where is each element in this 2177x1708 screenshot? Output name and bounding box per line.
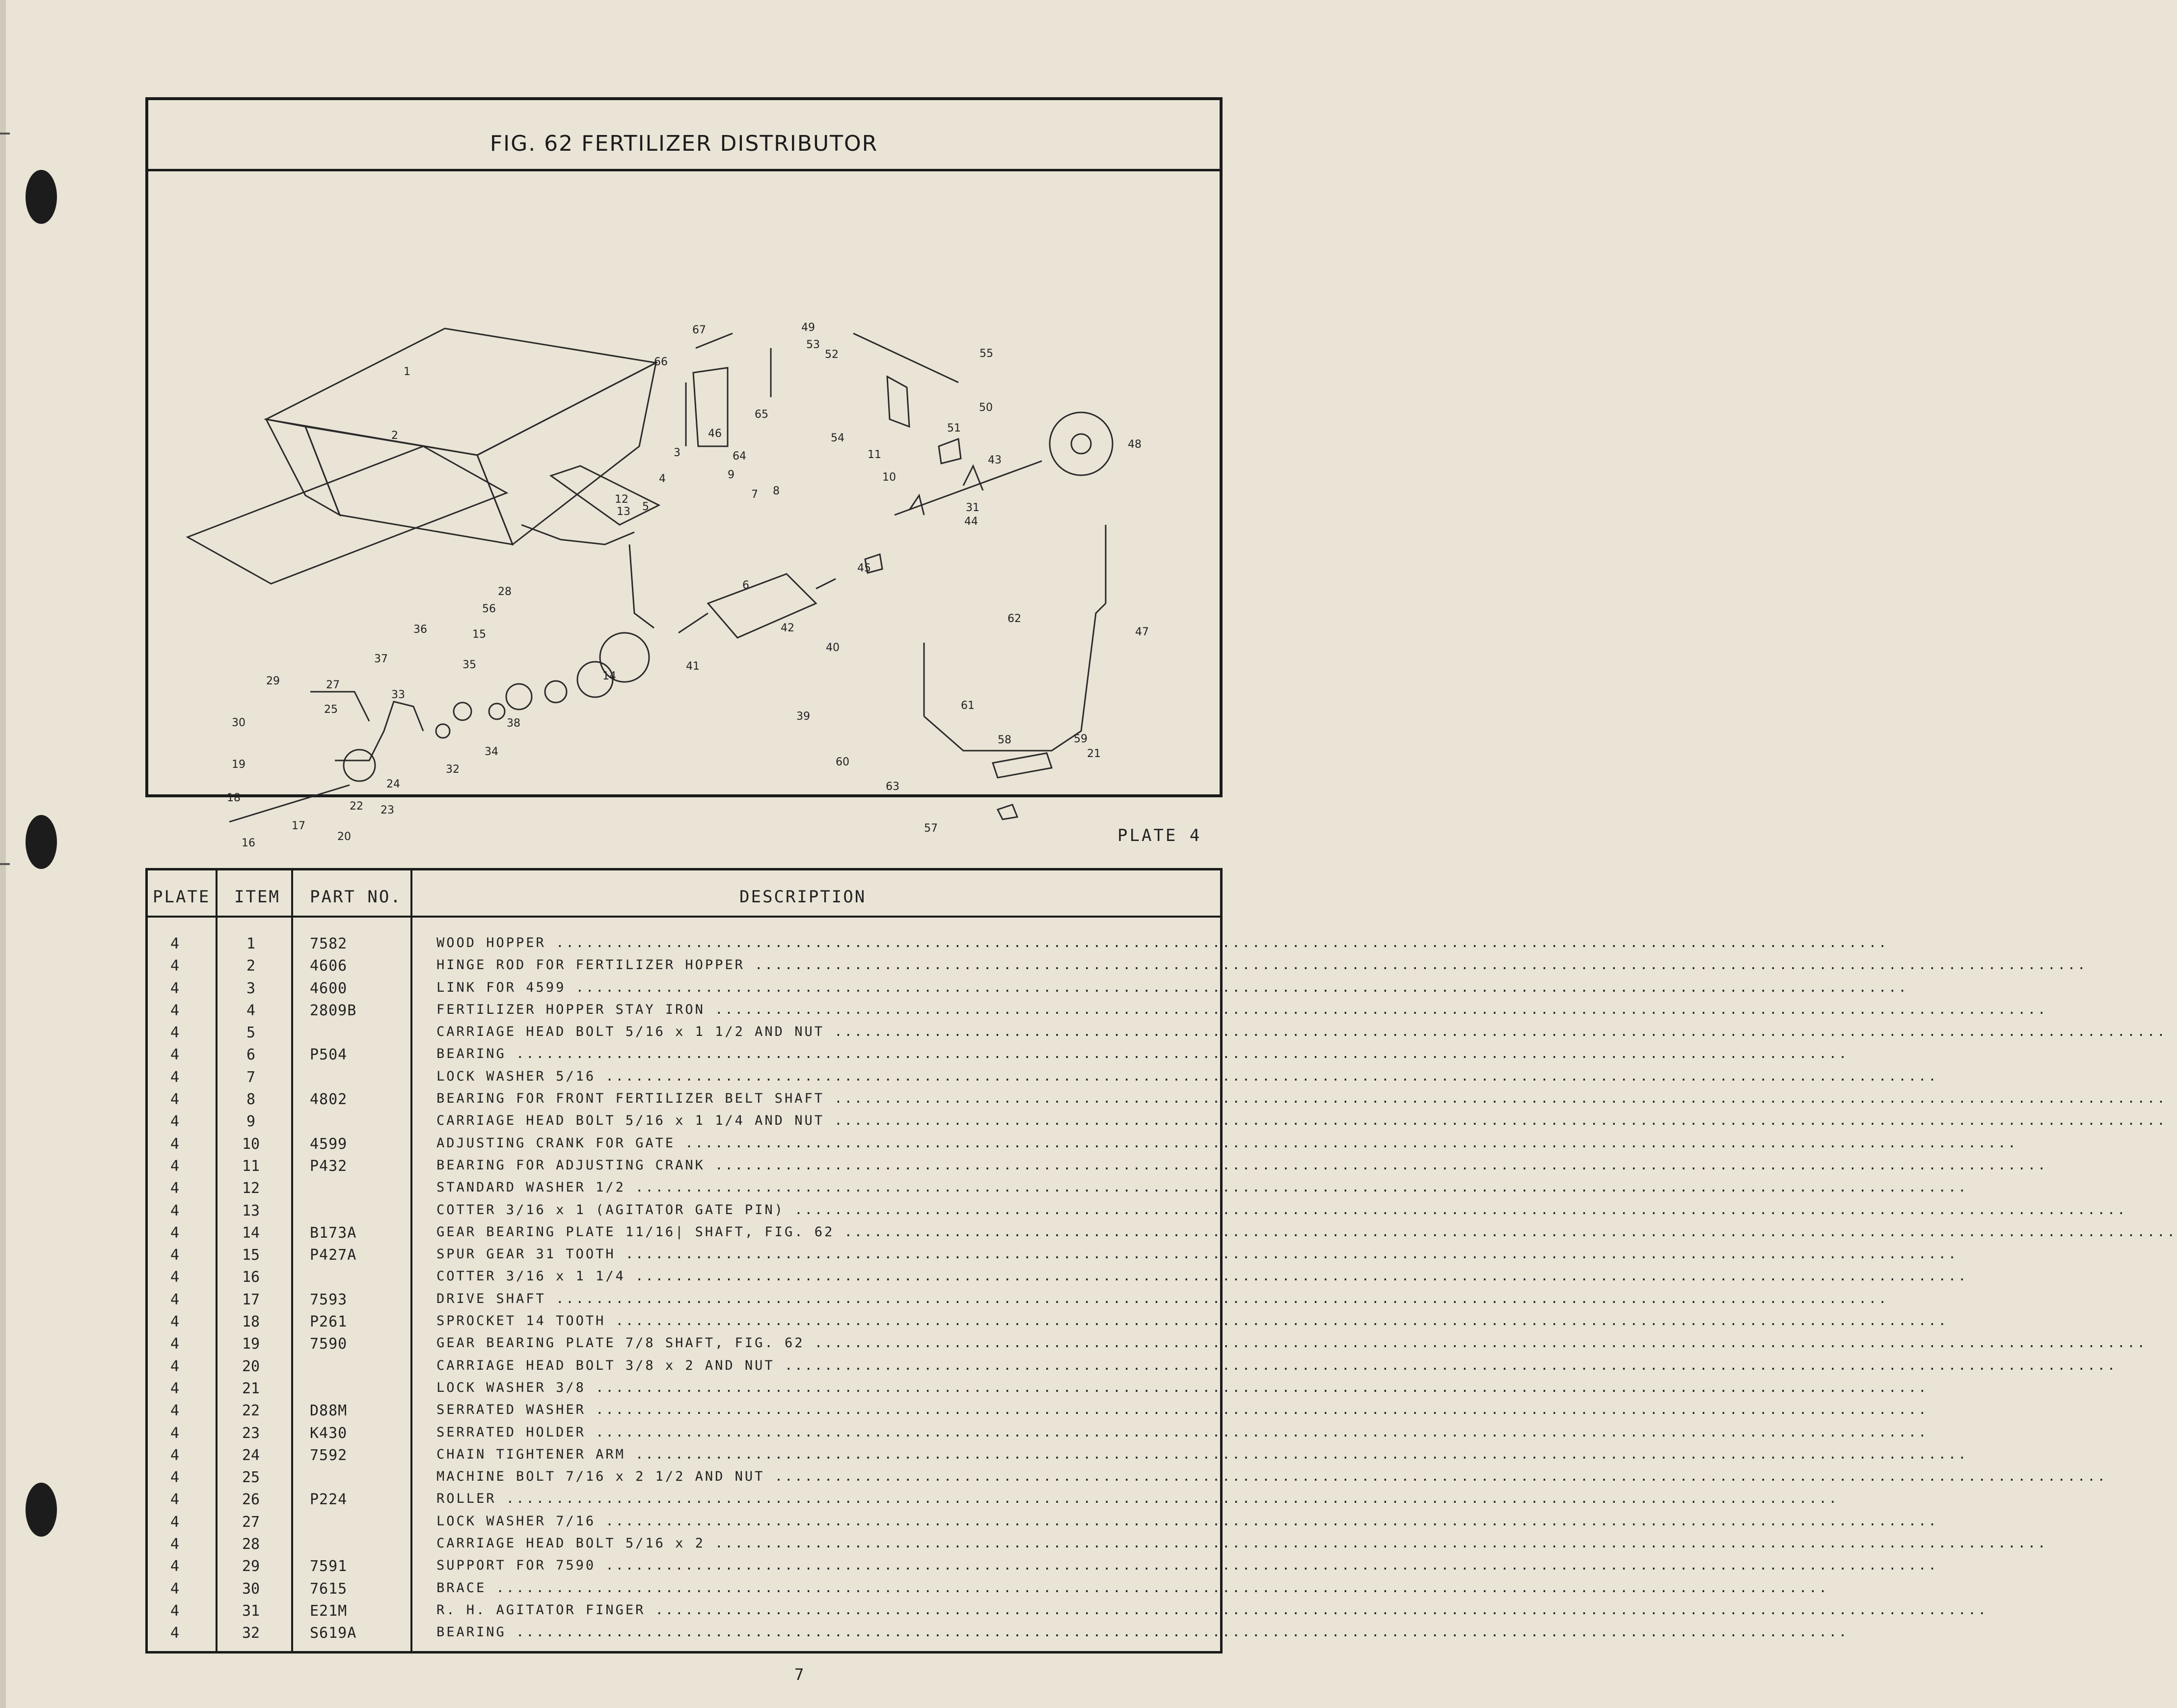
table-row (148, 1134, 1220, 1156)
table-row (148, 1333, 1220, 1356)
cell-plate: 4 (170, 1157, 180, 1175)
table-row (148, 1267, 1220, 1289)
cell-plate: 4 (170, 1224, 180, 1242)
callout: 61 (961, 700, 975, 712)
callout: 49 (801, 322, 815, 334)
callout: 43 (988, 454, 1002, 466)
cell-part-no: 4802 (310, 1091, 348, 1109)
table-row (148, 1178, 1220, 1200)
callout: 60 (836, 756, 849, 768)
table-row (148, 955, 1220, 977)
clamp-block (998, 805, 1017, 819)
table-row (148, 1222, 1220, 1245)
cell-part-no: 7582 (310, 935, 348, 952)
cell-item: 12 (242, 1180, 260, 1197)
cell-item: 2 (246, 957, 256, 975)
callout: 21 (1087, 748, 1101, 760)
cell-plate: 4 (170, 1046, 180, 1064)
callout: 58 (998, 734, 1011, 746)
header-item: ITEM (234, 887, 280, 907)
drive-shaft (229, 785, 350, 822)
cell-description: R. H. AGITATOR FINGER ..... (436, 1602, 1222, 1618)
cell-plate: 4 (170, 1024, 180, 1042)
binder-hole (26, 1483, 57, 1537)
cell-item: 32 (242, 1625, 260, 1642)
header-plate: PLATE (153, 887, 211, 907)
cell-part-no: P224 (310, 1491, 348, 1509)
table-row (148, 1067, 1220, 1089)
cell-plate: 4 (170, 1469, 180, 1487)
cell-description: MACHINE BOLT 7/16 x 2 1/2 AND NUT ..... (436, 1469, 1222, 1484)
callout: 64 (733, 450, 746, 462)
cell-description: CARRIAGE HEAD BOLT 5/16 x 1 1/2 AND NUT ..... (436, 1024, 1222, 1039)
stay-iron-lower (521, 525, 634, 544)
agitator-finger (909, 495, 924, 515)
cell-plate: 4 (170, 1002, 180, 1019)
cell-item: 17 (242, 1291, 260, 1308)
callout: 19 (232, 759, 245, 771)
cell-description: DRIVE SHAFT ..... (436, 1291, 1222, 1306)
cell-plate: 4 (170, 1424, 180, 1442)
cell-part-no: 7593 (310, 1291, 348, 1308)
cell-item: 23 (242, 1424, 260, 1442)
cell-item: 3 (246, 979, 256, 997)
cell-description: LINK FOR 4599 ..... (436, 980, 1222, 995)
drawing-lines (188, 328, 1113, 822)
cell-item: 1 (246, 935, 256, 952)
callout: 25 (324, 704, 338, 716)
callout: 56 (482, 603, 496, 615)
cell-item: 29 (242, 1558, 260, 1575)
cell-item: 8 (246, 1091, 256, 1109)
cell-item: 22 (242, 1402, 260, 1420)
callout: 28 (498, 586, 512, 598)
bearing-bracket (629, 544, 654, 628)
hopper-front (305, 427, 513, 544)
cell-part-no: P427A (310, 1247, 357, 1264)
callout: 47 (1135, 626, 1149, 638)
table-row (148, 1423, 1220, 1445)
cell-description: STANDARD WASHER 1/2 ..... (436, 1180, 1222, 1195)
cell-part-no: 4600 (310, 979, 348, 997)
cell-plate: 4 (170, 1602, 180, 1620)
cell-part-no: 4606 (310, 957, 348, 975)
cell-description: COTTER 3/16 x 1 (AGITATOR GATE PIN) ..... (436, 1202, 1222, 1218)
cell-plate: 4 (170, 1491, 180, 1509)
cell-plate: 4 (170, 1380, 180, 1397)
hopper-lid (188, 446, 507, 584)
cell-part-no: S619A (310, 1625, 357, 1642)
callout: 45 (857, 562, 871, 574)
cell-item: 7 (246, 1068, 256, 1086)
cell-description: BEARING FOR FRONT FERTILIZER BELT SHAFT ..... (436, 1091, 1222, 1106)
cell-plate: 4 (170, 1113, 180, 1131)
brace (310, 692, 369, 721)
clamp-plate (993, 753, 1052, 778)
cell-description: HINGE ROD FOR FERTILIZER HOPPER ..... (436, 957, 1222, 973)
cell-plate: 4 (170, 1135, 180, 1153)
cell-plate: 4 (170, 935, 180, 952)
binder-hole (26, 170, 57, 224)
callout: 3 (674, 447, 680, 459)
header-divider (148, 916, 1220, 918)
cell-item: 20 (242, 1357, 260, 1375)
belt-guard (708, 574, 816, 638)
callout: 39 (796, 710, 810, 723)
table-row (148, 1600, 1220, 1623)
callout: 57 (924, 822, 938, 835)
cell-part-no: B173A (310, 1224, 357, 1242)
cell-item: 21 (242, 1380, 260, 1397)
callout: 11 (868, 449, 881, 461)
callout: 23 (381, 804, 394, 816)
cell-part-no: K430 (310, 1424, 348, 1442)
cell-description: ADJUSTING CRANK FOR GATE ..... (436, 1136, 1222, 1151)
cell-item: 31 (242, 1602, 260, 1620)
table-row (148, 1534, 1220, 1556)
table-row (148, 1156, 1220, 1178)
sprocket-14-tooth (344, 750, 375, 781)
callout: 55 (980, 348, 993, 360)
callout: 22 (350, 800, 363, 813)
header-part-no: PART NO. (310, 887, 402, 907)
cell-description: FERTILIZER HOPPER STAY IRON ..... (436, 1002, 1222, 1017)
cell-item: 16 (242, 1269, 260, 1286)
cell-part-no: 7590 (310, 1335, 348, 1353)
cell-part-no: 4599 (310, 1135, 348, 1153)
table-row (148, 1311, 1220, 1333)
cell-description: SPROCKET 14 TOOTH ..... (436, 1313, 1222, 1328)
callout: 52 (825, 349, 839, 361)
cell-plate: 4 (170, 979, 180, 997)
callout: 38 (507, 717, 520, 730)
callout: 10 (882, 471, 896, 484)
upper-shaft (853, 333, 958, 382)
callout: 50 (979, 402, 993, 414)
callout: 67 (692, 324, 706, 336)
table-row (148, 1578, 1220, 1600)
cell-item: 6 (246, 1046, 256, 1064)
callout: 36 (413, 624, 427, 636)
callout: 5 (642, 501, 649, 513)
cell-plate: 4 (170, 1536, 180, 1553)
callout: 20 (337, 831, 351, 843)
cell-plate: 4 (170, 1580, 180, 1598)
sprocket-wheel (1050, 412, 1113, 475)
table-row (148, 1356, 1220, 1378)
frame-bracket (924, 603, 1106, 751)
cell-item: 27 (242, 1513, 260, 1531)
page-number: 7 (794, 1665, 804, 1684)
chain-roller (506, 684, 532, 709)
cell-plate: 4 (170, 1247, 180, 1264)
callout: 12 (615, 493, 628, 506)
cell-part-no: 7615 (310, 1580, 348, 1598)
cell-part-no: 7592 (310, 1446, 348, 1464)
cell-part-no: 7591 (310, 1558, 348, 1575)
table-row (148, 1623, 1220, 1645)
washer (489, 704, 505, 719)
callout: 4 (659, 473, 666, 485)
cell-item: 13 (242, 1202, 260, 1220)
cell-description: CARRIAGE HEAD BOLT 5/16 x 1 1/4 AND NUT ..... (436, 1113, 1222, 1128)
table-row (148, 1489, 1220, 1511)
callout: 17 (292, 820, 305, 832)
callout: 15 (472, 628, 486, 641)
callout: 37 (374, 653, 388, 665)
binder-hole (26, 815, 57, 869)
cell-description: CHAIN TIGHTENER ARM ..... (436, 1447, 1222, 1462)
table-row (148, 1467, 1220, 1489)
guard-rod (816, 579, 836, 589)
cell-plate: 4 (170, 1313, 180, 1331)
cell-description: WOOD HOPPER ..... (436, 935, 1222, 950)
cell-plate: 4 (170, 1558, 180, 1575)
cell-description: GEAR BEARING PLATE 7/8 SHAFT, FIG. 62 ..... (436, 1335, 1222, 1351)
cell-description: SUPPORT FOR 7590 ..... (436, 1558, 1222, 1573)
cell-item: 28 (242, 1536, 260, 1553)
table-row (148, 1400, 1220, 1422)
callout: 31 (966, 502, 980, 514)
callout: 18 (227, 792, 241, 804)
cell-plate: 4 (170, 1402, 180, 1420)
callout: 66 (654, 356, 668, 368)
support-bracket (335, 702, 423, 760)
cell-description: LOCK WASHER 7/16 ..... (436, 1514, 1222, 1529)
callout: 32 (446, 763, 460, 776)
cell-plate: 4 (170, 1091, 180, 1109)
parts-table (145, 868, 1223, 1654)
table-row (148, 1245, 1220, 1267)
callout: 27 (326, 679, 340, 691)
table-row (148, 1111, 1220, 1133)
callout: 14 (602, 670, 616, 682)
callout: 34 (485, 746, 498, 758)
page-edge (0, 0, 6, 1708)
gear-hub (545, 681, 567, 703)
callout: 65 (755, 408, 768, 421)
stay-iron (551, 466, 659, 525)
cell-plate: 4 (170, 1269, 180, 1286)
callout: 6 (742, 579, 749, 592)
cell-item: 26 (242, 1491, 260, 1509)
cell-description: ROLLER ..... (436, 1491, 1222, 1506)
cell-item: 14 (242, 1224, 260, 1242)
callout: 16 (242, 837, 255, 849)
cell-plate: 4 (170, 1068, 180, 1086)
cell-item: 11 (242, 1157, 260, 1175)
cell-item: 30 (242, 1580, 260, 1598)
figure-title-bar (148, 100, 1220, 171)
cell-plate: 4 (170, 1291, 180, 1308)
sprocket-hub (1071, 434, 1091, 454)
cell-description: BRACE ..... (436, 1580, 1222, 1596)
callout: 35 (463, 659, 476, 671)
callout: 54 (831, 432, 844, 444)
callout: 30 (232, 717, 245, 729)
table-row (148, 1022, 1220, 1044)
cell-item: 24 (242, 1446, 260, 1464)
cell-description: SERRATED WASHER ..... (436, 1402, 1222, 1417)
cell-part-no: D88M (310, 1402, 348, 1420)
table-row (148, 1044, 1220, 1066)
cell-item: 15 (242, 1247, 260, 1264)
cell-item: 25 (242, 1469, 260, 1487)
callout-numbers (227, 322, 1149, 849)
cell-item: 9 (246, 1113, 256, 1131)
edge-mark (0, 863, 10, 865)
cell-plate: 4 (170, 1335, 180, 1353)
table-row (148, 978, 1220, 1000)
table-row (148, 1089, 1220, 1111)
cell-part-no: P261 (310, 1313, 348, 1331)
cell-item: 5 (246, 1024, 256, 1042)
callout: 48 (1128, 438, 1142, 451)
callout: 1 (404, 366, 410, 378)
hopper-end (266, 419, 340, 515)
cell-item: 18 (242, 1313, 260, 1331)
callout: 42 (781, 622, 794, 634)
bracket (887, 377, 909, 427)
cell-part-no: E21M (310, 1602, 348, 1620)
figure-title: FIG. 62 FERTILIZER DISTRIBUTOR (490, 131, 878, 156)
cell-description: CARRIAGE HEAD BOLT 5/16 x 2 ..... (436, 1536, 1222, 1551)
table-row (148, 1445, 1220, 1467)
cell-plate: 4 (170, 1446, 180, 1464)
callout: 2 (391, 430, 398, 442)
cell-item: 4 (246, 1002, 256, 1019)
table-row (148, 1512, 1220, 1534)
edge-mark (0, 133, 10, 135)
cell-item: 10 (242, 1135, 260, 1153)
cell-plate: 4 (170, 1202, 180, 1220)
cell-description: SPUR GEAR 31 TOOTH ..... (436, 1247, 1222, 1262)
callout: 41 (686, 660, 700, 673)
cell-description: LOCK WASHER 3/8 ..... (436, 1380, 1222, 1395)
callout: 51 (947, 422, 961, 434)
cell-description: CARRIAGE HEAD BOLT 3/8 x 2 AND NUT ..... (436, 1358, 1222, 1373)
serrated-holder (436, 724, 450, 738)
cell-item: 19 (242, 1335, 260, 1353)
cell-description: BEARING FOR ADJUSTING CRANK ..... (436, 1158, 1222, 1173)
cell-plate: 4 (170, 1357, 180, 1375)
cell-description: GEAR BEARING PLATE 11/16| SHAFT, FIG. 62 ..... (436, 1224, 1222, 1240)
cell-description: SERRATED HOLDER ..... (436, 1425, 1222, 1440)
callout: 9 (728, 469, 735, 481)
callout: 33 (391, 689, 405, 701)
cell-description: BEARING ..... (436, 1046, 1222, 1061)
callout: 53 (806, 339, 820, 351)
table-row (148, 933, 1220, 955)
table-row (148, 1000, 1220, 1022)
cell-description: COTTER 3/16 x 1 1/4 ..... (436, 1269, 1222, 1284)
callout: 40 (826, 642, 840, 654)
callout: 63 (886, 781, 899, 793)
cell-part-no: 2809B (310, 1002, 357, 1019)
callout: 44 (964, 515, 978, 528)
table-row (148, 1200, 1220, 1222)
table-row (148, 1378, 1220, 1400)
cell-plate: 4 (170, 1180, 180, 1197)
callout: 8 (773, 485, 780, 497)
cell-description: BEARING ..... (436, 1625, 1222, 1640)
callout: 46 (708, 428, 722, 440)
cell-part-no: P504 (310, 1046, 348, 1064)
guard-rod (679, 613, 708, 633)
cell-part-no: P432 (310, 1157, 348, 1175)
callout: 13 (617, 506, 630, 518)
table-row (148, 1556, 1220, 1578)
cell-description: LOCK WASHER 5/16 ..... (436, 1069, 1222, 1084)
callout: 62 (1007, 613, 1021, 625)
callout: 59 (1074, 733, 1088, 745)
header-description: DESCRIPTION (739, 887, 867, 907)
table-row (148, 1289, 1220, 1311)
callout: 29 (266, 675, 280, 687)
cell-plate: 4 (170, 1625, 180, 1642)
table-body (148, 933, 1220, 1645)
plate-label: PLATE 4 (1117, 826, 1202, 845)
hopper-rim (266, 328, 656, 455)
cell-plate: 4 (170, 957, 180, 975)
callout: 7 (751, 488, 758, 501)
cell-plate: 4 (170, 1513, 180, 1531)
serrated-washer (454, 703, 471, 720)
bearing-plate (939, 439, 961, 463)
callout: 24 (386, 778, 400, 790)
